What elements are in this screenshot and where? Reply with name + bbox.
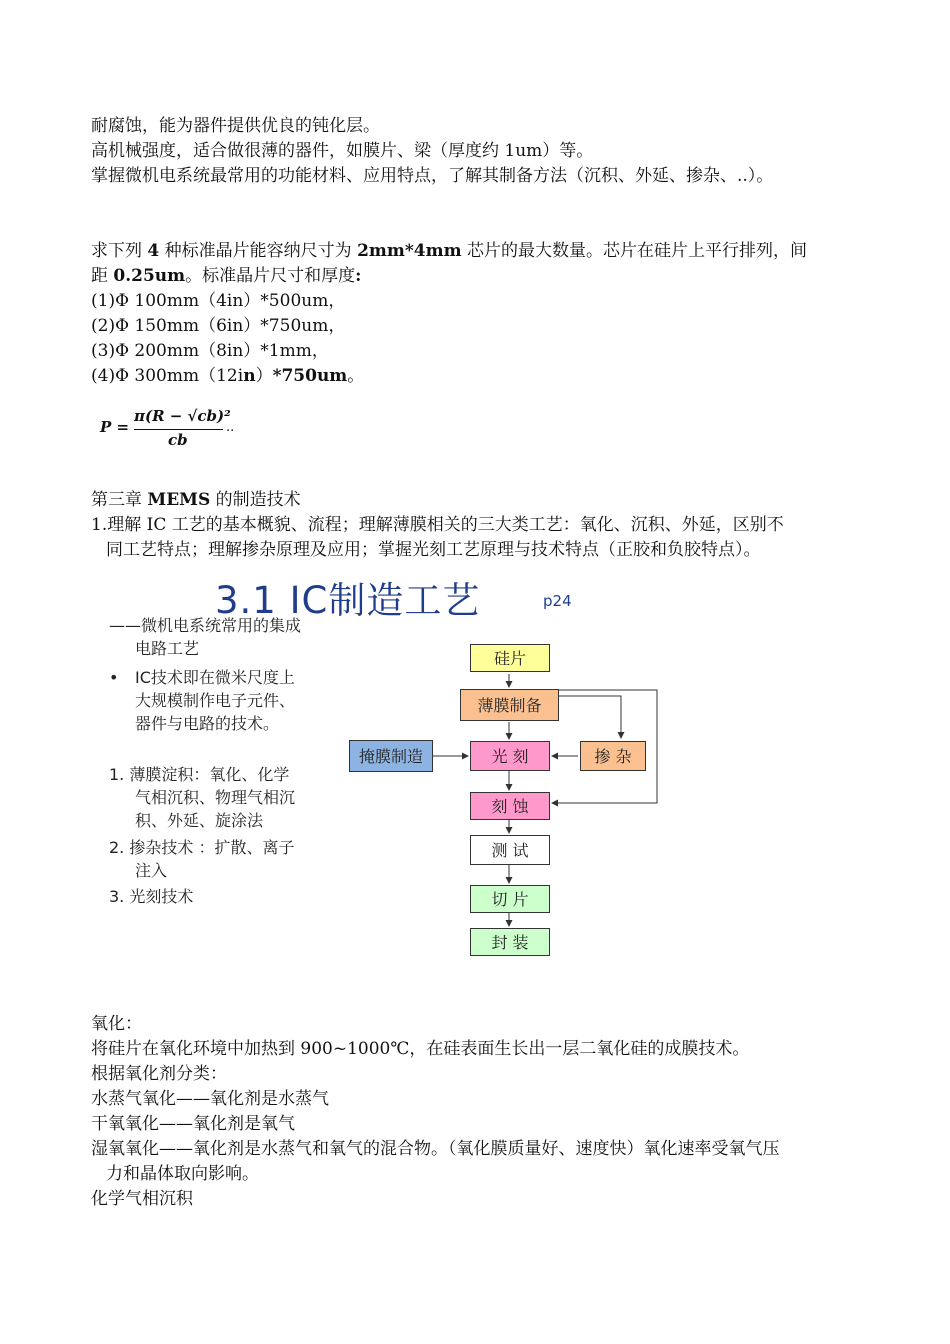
slide-text: 气相沉积、物理气相沉 (135, 788, 296, 807)
text-line: 力和晶体取向影响。 (106, 1164, 259, 1184)
flow-box-pack: 封 装 (470, 928, 550, 956)
chapter-title: 第三章 MEMS 的制造技术 (91, 490, 301, 510)
ic-process-slide (91, 566, 681, 966)
slide-subtitle: ——微机电系统常用的集成 (109, 616, 302, 635)
flow-box-film: 薄膜制备 (460, 689, 559, 721)
text-line: 同工艺特点；理解掺杂原理及应用；掌握光刻工艺原理与技术特点（正胶和负胶特点）。 (106, 540, 761, 560)
flow-box-wafer: 硅片 (470, 644, 550, 672)
flow-box-dope: 掺 杂 (580, 741, 646, 771)
slide-text: 1. 薄膜淀积：氧化、化学 (109, 765, 290, 784)
problem-line: 距 0.25um。标准晶片尺寸和厚度: (91, 266, 362, 286)
slide-text: 器件与电路的技术。 (135, 714, 280, 733)
wafer-item: (1)Φ 100mm（4in）*500um， (91, 291, 346, 311)
wafer-item: (4)Φ 300mm（12in）*750um。 (91, 366, 365, 386)
wafer-item: (3)Φ 200mm（8in）*1mm， (91, 341, 329, 361)
slide-text: 积、外延、旋涂法 (135, 811, 264, 830)
text-line: 将硅片在氧化环境中加热到 900~1000℃，在硅表面生长出一层二氧化硅的成膜技术。 (91, 1039, 750, 1059)
flow-box-etch: 刻 蚀 (470, 792, 550, 820)
text-line: 掌握微机电系统最常用的功能材料、应用特点，了解其制备方法（沉积、外延、掺杂、..）。 (91, 166, 774, 186)
flow-box-test: 测 试 (470, 835, 550, 865)
text-line: 干氧氧化——氧化剂是氧气 (91, 1114, 295, 1134)
slide-text: 大规模制作电子元件、 (135, 691, 296, 710)
wafer-item: (2)Φ 150mm（6in）*750um， (91, 316, 346, 336)
slide-text: IC技术即在微米尺度上 (135, 668, 295, 687)
slide-page-number: p24 (543, 592, 572, 610)
flow-box-litho: 光 刻 (470, 741, 550, 771)
text-line: 高机械强度，适合做很薄的器件，如膜片、梁（厚度约 1um）等。 (91, 141, 594, 161)
text-line: 水蒸气氧化——氧化剂是水蒸气 (91, 1089, 329, 1109)
slide-text: 3. 光刻技术 (109, 887, 194, 906)
text-line: 耐腐蚀，能为器件提供优良的钝化层。 (91, 116, 380, 136)
bullet-icon: • (109, 668, 119, 687)
flow-box-slice: 切 片 (470, 885, 550, 913)
formula: P = π(R − √cb)² cb .. (100, 407, 235, 449)
slide-text: 2. 掺杂技术 ：扩散、离子 (109, 838, 295, 857)
flow-box-mask: 掩膜制造 (349, 740, 433, 772)
slide-title: 3.1 IC制造工艺 (215, 579, 481, 622)
problem-line: 求下列 4 种标准晶片能容纳尺寸为 2mm*4mm 芯片的最大数量。芯片在硅片上平行排列，间 (91, 241, 807, 261)
slide-subtitle: 电路工艺 (135, 639, 200, 658)
text-line: 根据氧化剂分类： (91, 1064, 227, 1084)
text-line: 湿氧氧化——氧化剂是水蒸气和氧气的混合物。（氧化膜质量好、速度快）氧化速率受氧气压 (91, 1139, 780, 1159)
text-line: 1.理解 IC 工艺的基本概貌、流程；理解薄膜相关的三大类工艺：氧化、沉积、外延，区别不 (91, 515, 784, 535)
section-heading: 化学气相沉积 (91, 1189, 193, 1209)
section-heading: 氧化： (91, 1014, 142, 1034)
slide-text: 注入 (135, 861, 168, 880)
